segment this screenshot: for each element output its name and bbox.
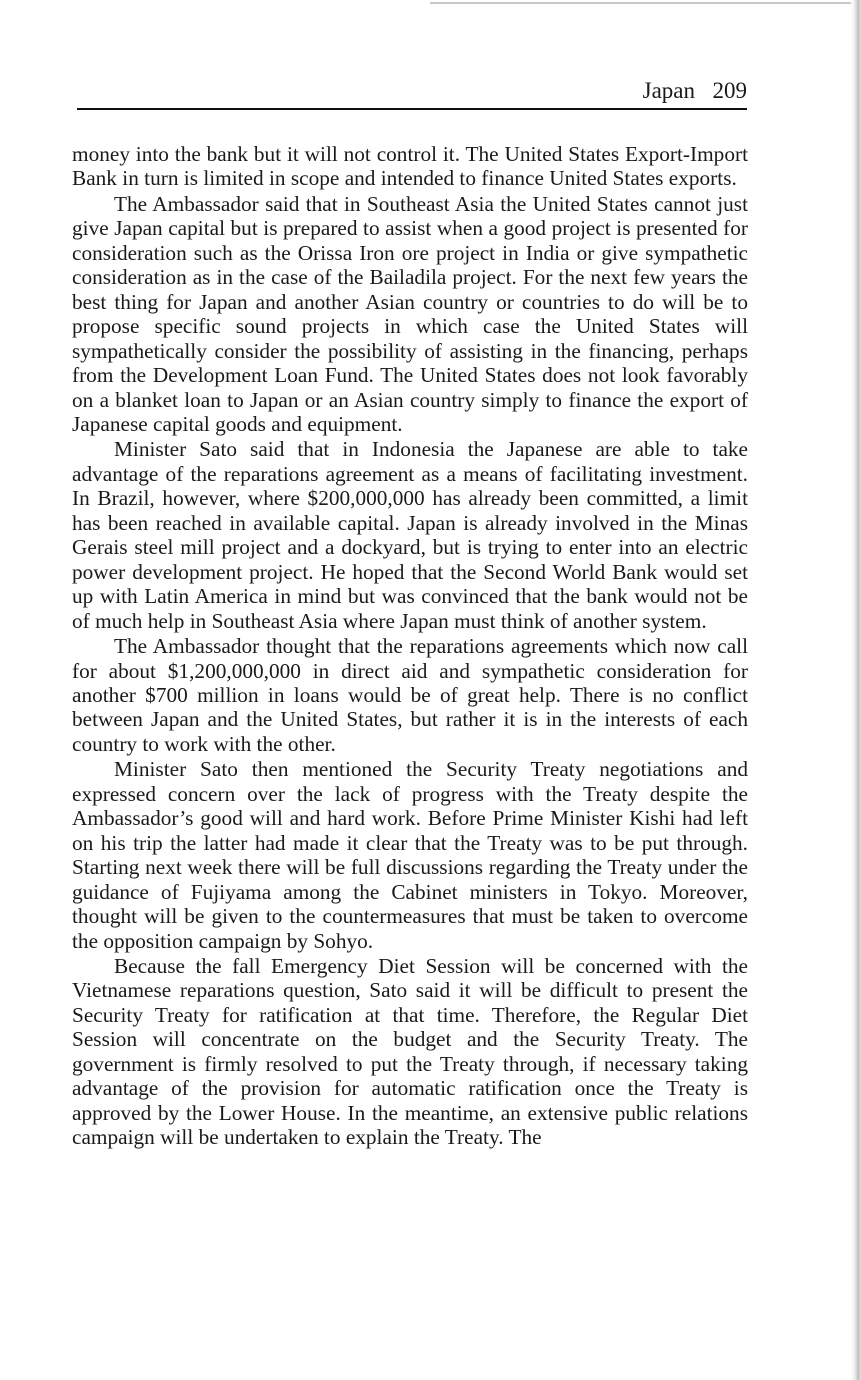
paragraph-sato-security-treaty: Minister Sato then mentioned the Security Treaty negotiations and expressed concern over the lack of progress with the Treaty despite the Ambassador’s good will and hard work. Before Prime Minister Kishi had left on his trip the latter had made it clear that the Treaty was to be put through. Starting next week there will be full discussions regarding the Treaty under the guidance of Fujiyama among the Cabinet ministers in Tokyo. Moreover, thought will be given to the countermeasures that must be taken to overcome the opposition campaign by Sohyo. [72,757,748,953]
text-body [72,142,748,1150]
paragraph-ambassador-southeast-asia: The Ambassador said that in Southeast Asia the United States cannot just give Japan capital but is prepared to assist when a good project is presented for consideration such as the Orissa Iron ore project in India or give sympathetic consideration as in the case of the Bailadila project. For the next few years the best thing for Japan and another Asian country or countries to do will be to propose specific sound projects in which case the United States will sympathetically consider the possibility of assisting in the financing, perhaps from the Development Loan Fund. The United States does not look favorably on a blanket loan to Japan or an Asian country simply to finance the export of Japanese capital goods and equipment. [72,191,748,436]
paragraph-sato-indonesia-brazil: Minister Sato said that in Indonesia the Japanese are able to take advantage of the reparations agreement as a means of facilitating investment. In Brazil, however, where $200,000,000 has already been committed, a limit has been reached in available capital. Japan is already involved in the Minas Gerais steel mill project and a dockyard, but is trying to enter into an electric power development project. He hoped that the Second World Bank would set up with Latin America in mind but was convinced that the bank would not be of much help in Southeast Asia where Japan must think of another system. [72,437,748,633]
scan-page-edge [851,0,861,1380]
running-head [77,76,747,110]
running-title: Japan [642,78,695,103]
scan-top-line [430,2,861,4]
paragraph-diet-session: Because the fall Emergency Diet Session will be concerned with the Vietnamese reparations question, Sato said it will be difficult to present the Security Treaty for ratification at that time. Therefore, the Regular Diet Session will concentrate on the budget and the Security Treaty. The government is firmly resolved to put the Treaty through, if necessary taking advantage of the provision for automatic ratification once the Treaty is approved by the Lower House. In the meantime, an extensive public relations campaign will be undertaken to explain the Treaty. The [72,953,748,1150]
paragraph-continued: money into the bank but it will not control it. The United States Export-Import Bank in turn is limited in scope and intended to finance United States exports. [72,142,748,191]
page-number: 209 [712,78,747,103]
paragraph-ambassador-reparations: The Ambassador thought that the reparations agreements which now call for about $1,200,000,000 in direct aid and sympathetic consideration for another $700 million in loans would be of great help. There is no conflict between Japan and the United States, but rather it is in the interests of each country to work with the other. [72,634,748,756]
